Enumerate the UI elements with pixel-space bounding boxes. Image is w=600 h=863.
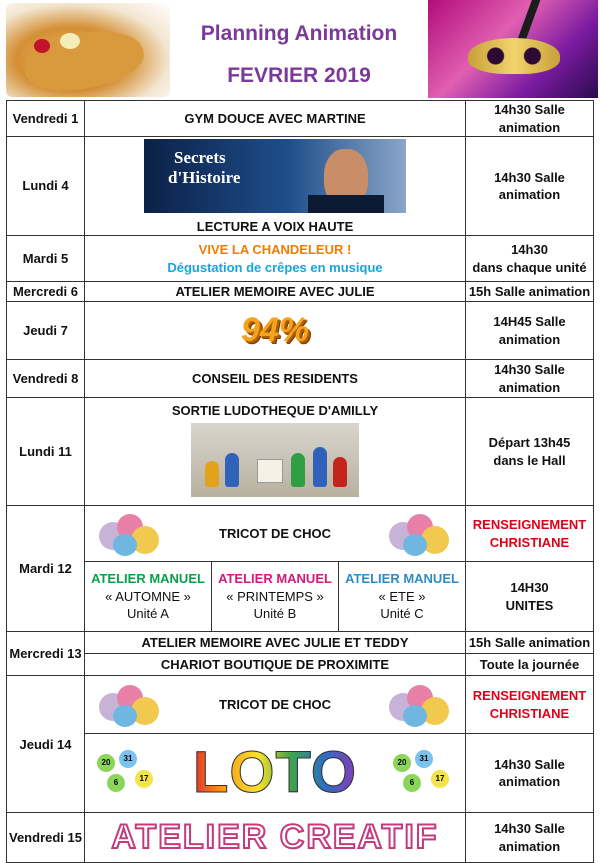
time-cell [466, 676, 594, 734]
schedule-row [7, 398, 594, 506]
time-cell [466, 506, 594, 562]
yellow-pawn [205, 461, 219, 487]
day-cell: Mercredi 6 [7, 282, 85, 302]
time-cell: 14h30 Salle animation [466, 813, 594, 863]
time-cell: 14h30 Salle animation [466, 734, 594, 813]
schedule-row [7, 360, 594, 398]
schedule-table [6, 100, 594, 863]
crepe-shape [20, 23, 148, 97]
time-cell [466, 562, 594, 632]
schedule-row [7, 813, 594, 863]
time-line: CHRISTIANE [489, 705, 570, 721]
schedule-row [7, 632, 594, 654]
time-line: 14h30 [511, 242, 548, 258]
time-line: 14H30 [510, 580, 549, 596]
image-title-line2: d'Histoire [168, 168, 241, 188]
strawberry-shape [34, 39, 50, 53]
time-line: dans chaque unité [472, 259, 587, 275]
yarn-balls-image [389, 512, 451, 556]
activity-cell [85, 236, 466, 282]
time-cell: 14h30 Salle animation [466, 101, 594, 137]
time-cell [466, 398, 594, 506]
atelier-season: « PRINTEMPS » [226, 588, 324, 604]
activity-cell [85, 506, 466, 562]
blue-pawn [225, 453, 239, 487]
time-line: dans le Hall [493, 452, 566, 468]
day-cell: Vendredi 15 [7, 813, 85, 863]
time-cell: 15h Salle animation [466, 632, 594, 654]
day-cell: Vendredi 8 [7, 360, 85, 398]
schedule-row [7, 676, 594, 734]
atelier-season: « ETE » [378, 588, 426, 604]
time-line: RENSEIGNEMENT [472, 688, 587, 704]
image-title-line1: Secrets [174, 148, 226, 168]
activity-line: Dégustation de crêpes en musique [167, 259, 383, 275]
atelier-season: « AUTOMNE » [105, 588, 191, 604]
secrets-histoire-image [144, 139, 406, 213]
presenter-coat [308, 195, 384, 213]
schedule-row [7, 302, 594, 360]
activity-cell [85, 302, 466, 360]
atelier-title: ATELIER MANUEL [345, 571, 459, 587]
day-cell: Lundi 11 [7, 398, 85, 506]
time-line: RENSEIGNEMENT [472, 517, 587, 533]
time-cell: 14h30 Salle animation [466, 360, 594, 398]
activity-cell [85, 137, 466, 236]
header [0, 0, 600, 100]
schedule-row [7, 101, 594, 137]
yarn-balls-image [389, 683, 451, 727]
day-cell: Mardi 12 [7, 506, 85, 632]
activity-cell: ATELIER MEMOIRE AVEC JULIE [85, 282, 466, 302]
day-cell: Lundi 4 [7, 137, 85, 236]
page-subtitle: FEVRIER 2019 [227, 64, 371, 87]
atelier-cell [339, 562, 466, 632]
activity-cell [85, 813, 466, 863]
red-pawn [333, 457, 347, 487]
activity-label: TRICOT DE CHOC [219, 696, 331, 712]
time-cell: Toute la journée [466, 654, 594, 676]
atelier-cell [212, 562, 339, 632]
time-cell: 15h Salle animation [466, 282, 594, 302]
bingo-balls-image: 20 31 17 6 [391, 750, 455, 796]
atelier-unit: Unité B [253, 606, 297, 622]
schedule-row [7, 236, 594, 282]
activity-cell: GYM DOUCE AVEC MARTINE [85, 101, 466, 137]
schedule-row [7, 654, 594, 676]
schedule-row [7, 506, 594, 562]
atelier-creatif-title: ATELIER CREATIF [111, 818, 439, 857]
loto-title: LOTO [193, 734, 357, 812]
activity-cell: ATELIER MEMOIRE AVEC JULIE ET TEDDY [85, 632, 466, 654]
activity-label: TRICOT DE CHOC [219, 525, 331, 541]
dice [257, 459, 283, 483]
schedule-row [7, 282, 594, 302]
atelier-unit: Unité C [380, 606, 424, 622]
schedule-row [7, 734, 594, 813]
time-cell [466, 236, 594, 282]
atelier-title: ATELIER MANUEL [218, 571, 332, 587]
time-cell: 14h30 Salle animation [466, 137, 594, 236]
time-line: Départ 13h45 [488, 435, 571, 451]
activity-cell: CHARIOT BOUTIQUE DE PROXIMITE [85, 654, 466, 676]
schedule-row [7, 562, 594, 632]
crepe-photo [6, 3, 170, 97]
atelier-cell [85, 562, 212, 632]
activity-cell: CONSEIL DES RESIDENTS [85, 360, 466, 398]
schedule-row [7, 137, 594, 236]
day-cell: Jeudi 7 [7, 302, 85, 360]
day-cell: Vendredi 1 [7, 101, 85, 137]
activity-label: SORTIE LUDOTHEQUE D'AMILLY [171, 402, 379, 418]
activity-cell [85, 398, 466, 506]
percent-logo: 94% [240, 310, 310, 349]
green-pawn [291, 453, 305, 487]
board-games-image [191, 423, 359, 497]
activity-line: VIVE LA CHANDELEUR ! [198, 242, 352, 258]
atelier-unit: Unité A [127, 606, 169, 622]
banana-shape [60, 33, 80, 49]
bingo-balls-image: 20 31 17 6 [95, 750, 159, 796]
time-cell: 14H45 Salle animation [466, 302, 594, 360]
blue-pawn [313, 447, 327, 487]
activity-cell [85, 734, 466, 813]
page-title: Planning Animation [200, 22, 398, 45]
atelier-title: ATELIER MANUEL [91, 571, 205, 587]
activity-cell [85, 676, 466, 734]
day-cell: Jeudi 14 [7, 676, 85, 813]
activity-label: LECTURE A VOIX HAUTE [196, 218, 354, 234]
yarn-balls-image [99, 512, 161, 556]
carnival-mask-photo [428, 0, 598, 98]
yarn-balls-image [99, 683, 161, 727]
time-line: UNITES [505, 597, 554, 613]
day-cell: Mercredi 13 [7, 632, 85, 676]
time-line: CHRISTIANE [489, 534, 570, 550]
day-cell: Mardi 5 [7, 236, 85, 282]
mask-shape [468, 38, 560, 74]
